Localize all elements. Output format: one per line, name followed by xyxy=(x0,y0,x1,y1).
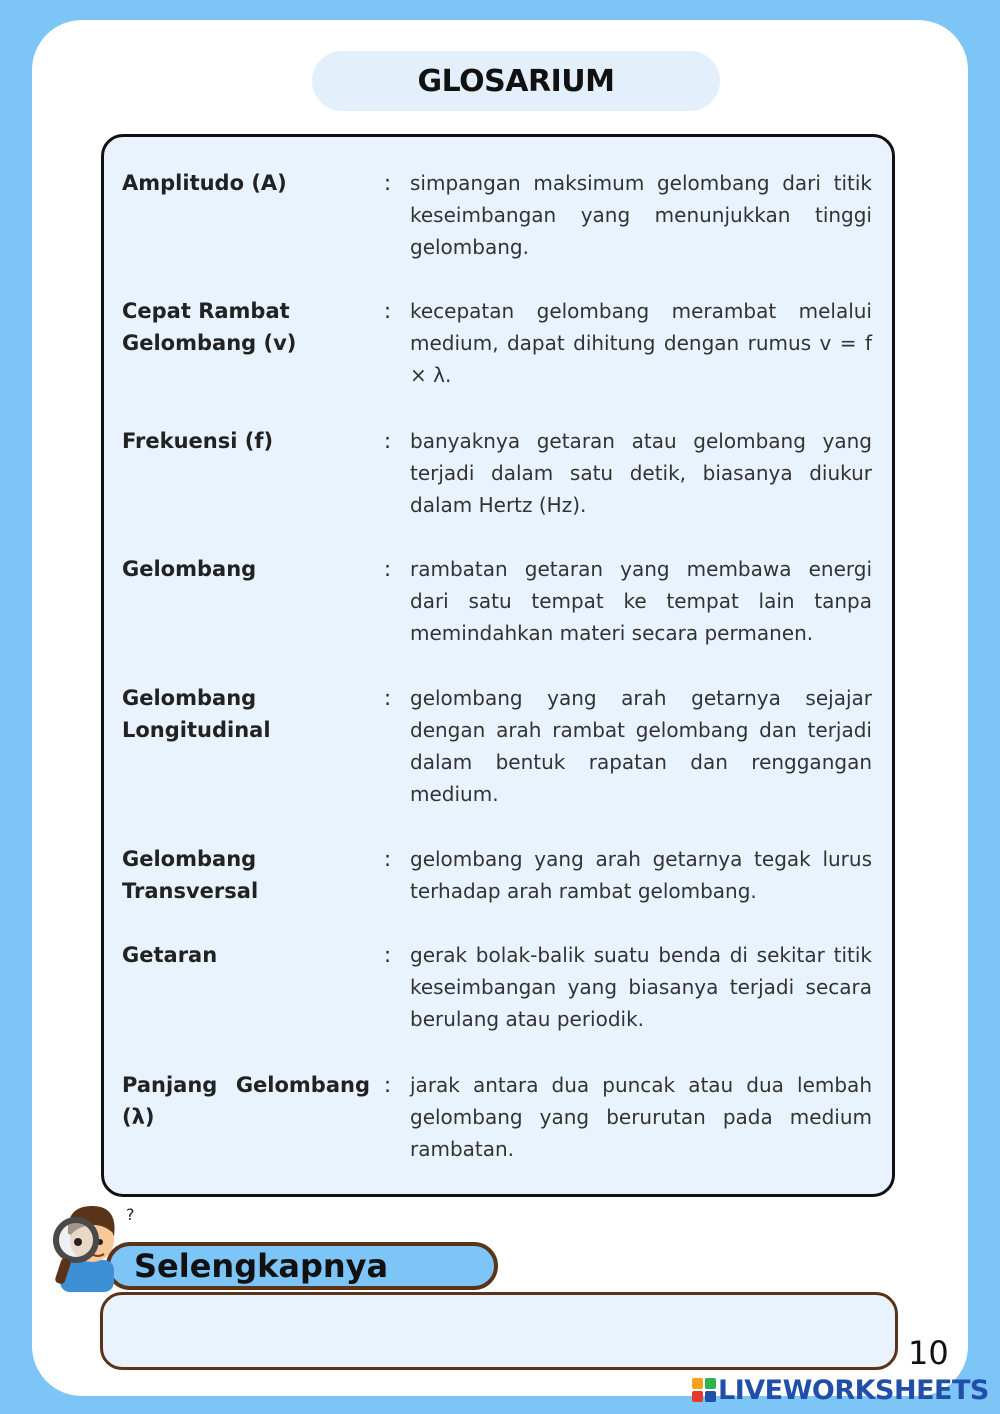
page-number: 10 xyxy=(908,1334,949,1372)
selengkapnya-text: Selengkapnya xyxy=(134,1247,389,1285)
selengkapnya-label xyxy=(106,1242,498,1290)
liveworksheets-logo-icon xyxy=(692,1378,716,1402)
glossary-term: Gelombang Longitudinal xyxy=(122,686,271,742)
colon-separator: : xyxy=(384,1073,392,1097)
liveworksheets-brand xyxy=(692,1375,989,1405)
glossary-definition: gelombang yang arah getarnya tegak lurus terhadap arah rambat gelombang. xyxy=(410,847,872,903)
colon-separator: : xyxy=(384,299,392,323)
glossary-term: Frekuensi (f) xyxy=(122,429,274,453)
glossary-term: Gelombang Transversal xyxy=(122,847,259,903)
glossary-term: Cepat Rambat Gelombang (v) xyxy=(122,299,297,355)
glossary-definition: gerak bolak-balik suatu benda di sekitar titik keseimbangan yang biasanya terjadi secara berulang atau periodik. xyxy=(410,943,872,1031)
page-title: GLOSARIUM xyxy=(417,63,615,99)
glossary-definition: gelombang yang arah getarnya sejajar dengan arah rambat gelombang dan terjadi dalam bentuk rapatan dan renggangan medium. xyxy=(410,686,872,806)
colon-separator: : xyxy=(384,429,392,453)
glossary-term: Amplitudo (A) xyxy=(122,171,287,195)
brand-name: LIVEWORKSHEETS xyxy=(718,1374,989,1406)
glossary-definition: kecepatan gelombang merambat melalui medium, dapat dihitung dengan rumus v = f × λ. xyxy=(410,299,872,387)
colon-separator: : xyxy=(384,847,392,871)
glossary-definition: banyaknya getaran atau gelombang yang terjadi dalam satu detik, biasanya diukur dalam Hertz (Hz). xyxy=(410,429,872,517)
answer-input-box[interactable] xyxy=(100,1292,898,1370)
colon-separator: : xyxy=(384,686,392,710)
title-banner xyxy=(312,51,720,111)
glossary-term: Gelombang xyxy=(122,557,257,581)
glossary-term: Getaran xyxy=(122,943,218,967)
colon-separator: : xyxy=(384,557,392,581)
glossary-term: Panjang Gelombang (λ) xyxy=(122,1073,370,1129)
colon-separator: : xyxy=(384,171,392,195)
question-mark: ? xyxy=(126,1205,135,1224)
glossary-definition: rambatan getaran yang membawa energi dari satu tempat ke tempat lain tanpa memindahkan materi secara permanen. xyxy=(410,557,872,645)
colon-separator: : xyxy=(384,943,392,967)
glossary-definition: jarak antara dua puncak atau dua lembah gelombang yang berurutan pada medium rambatan. xyxy=(410,1073,872,1161)
detective-mascot-icon xyxy=(46,1200,136,1292)
glossary-definition: simpangan maksimum gelombang dari titik keseimbangan yang menunjukkan tinggi gelombang. xyxy=(410,171,872,259)
glossary-box xyxy=(101,134,895,1197)
